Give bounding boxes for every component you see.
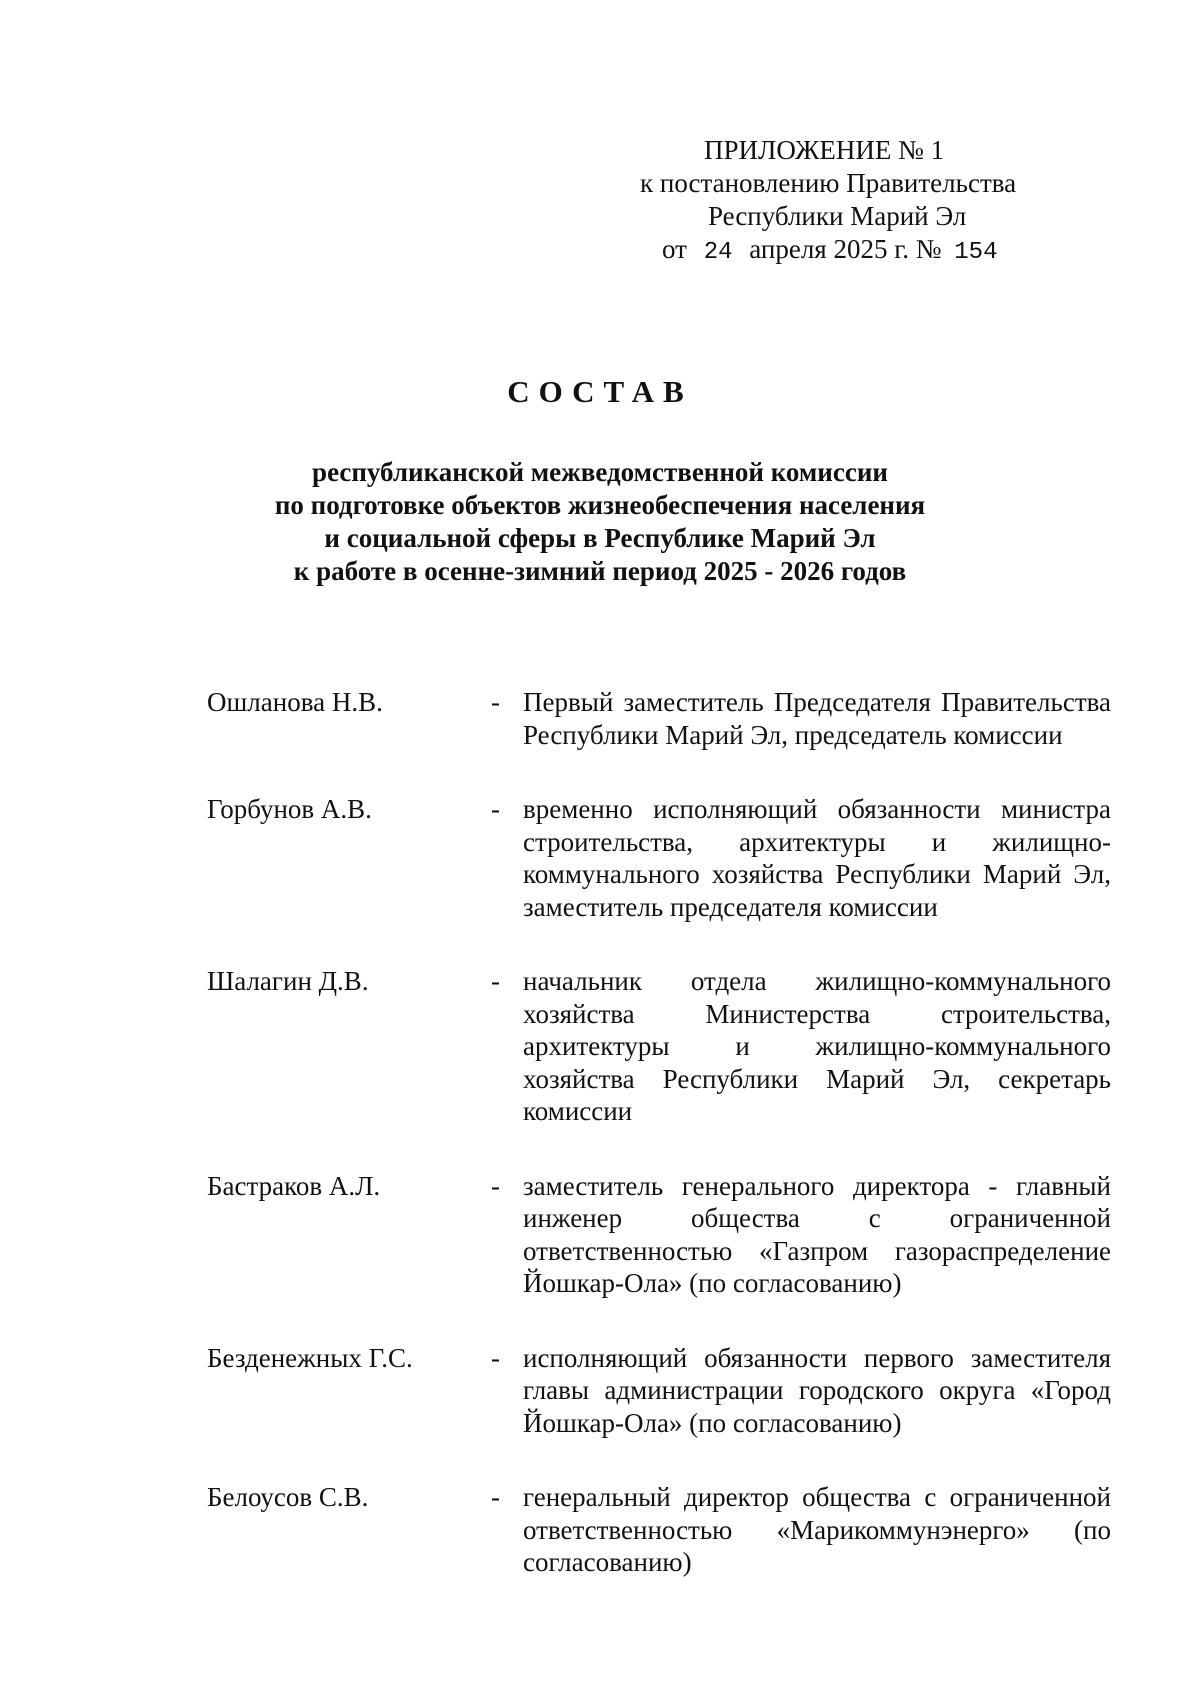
member-dash: - — [491, 1170, 500, 1201]
member-name: Горбунов А.В. — [207, 794, 372, 824]
member-row — [207, 965, 1111, 1128]
member-name: Безденежных Г.С. — [207, 1342, 413, 1373]
subtitle-line: республиканской межведомственной комиссии — [312, 457, 888, 487]
member-dash: - — [491, 1482, 500, 1512]
appendix-title: ПРИЛОЖЕНИЕ № 1 — [704, 135, 945, 165]
decree-number: 154 — [954, 239, 998, 266]
member-name: Шалагин Д.В. — [207, 966, 369, 996]
date-day: 24 — [703, 239, 733, 266]
member-row — [207, 1481, 1111, 1579]
member-role: временно исполняющий обязанности министра строительства, архитектуры и жилищно-коммунального хозяйства Республики Марий Эл, заместитель председателя комиссии — [523, 794, 1111, 922]
member-role: генеральный директор общества с ограниченной ответственностью «Марикоммунэнерго» (по согласованию) — [523, 1482, 1111, 1577]
subtitle-line: и социальной сферы в Республике Марий Эл — [324, 523, 876, 553]
subtitle-line: к работе в осенне-зимний период 2025 - 2026 годов — [293, 556, 907, 586]
appendix-government: Республики Марий Эл — [708, 201, 967, 231]
member-dash: - — [491, 687, 500, 717]
member-row — [207, 686, 1111, 751]
document-title: СОСТАВ — [507, 374, 693, 409]
member-role: начальник отдела жилищно-коммунального хозяйства Министерства строительства, архитектуры и жилищно-коммунального хозяйства Республики Марий Эл, секретарь комиссии — [523, 966, 1111, 1126]
date-rest: апреля 2025 г. № — [749, 234, 942, 264]
member-row — [207, 1342, 1111, 1440]
appendix-reference: к постановлению Правительства — [640, 168, 1017, 198]
appendix-date-line — [640, 233, 1100, 269]
member-dash: - — [491, 966, 500, 996]
document-subtitle — [150, 456, 1050, 588]
member-row — [207, 1170, 1111, 1300]
members-list — [207, 686, 1111, 1621]
member-role: исполняющий обязанности первого заместителя главы администрации городского округа «Город Йошкар-Ола» (по согласованию) — [523, 1342, 1111, 1438]
appendix-header — [640, 134, 1100, 269]
member-name: Бастраков А.Л. — [207, 1170, 381, 1201]
member-name: Белоусов С.В. — [207, 1482, 369, 1512]
member-role: заместитель генерального директора - главный инженер общества с ограниченной ответственностью «Газпром газораспределение Йошкар-Ола» (по согласованию) — [523, 1170, 1111, 1298]
subtitle-line: по подготовке объектов жизнеобеспечения населения — [274, 490, 926, 520]
date-prefix: от — [662, 234, 687, 264]
member-dash: - — [491, 794, 500, 824]
member-name: Ошланова Н.В. — [207, 687, 383, 717]
member-dash: - — [491, 1342, 500, 1373]
member-role: Первый заместитель Председателя Правительства Республики Марий Эл, председатель комиссии — [523, 687, 1111, 750]
member-row — [207, 793, 1111, 923]
